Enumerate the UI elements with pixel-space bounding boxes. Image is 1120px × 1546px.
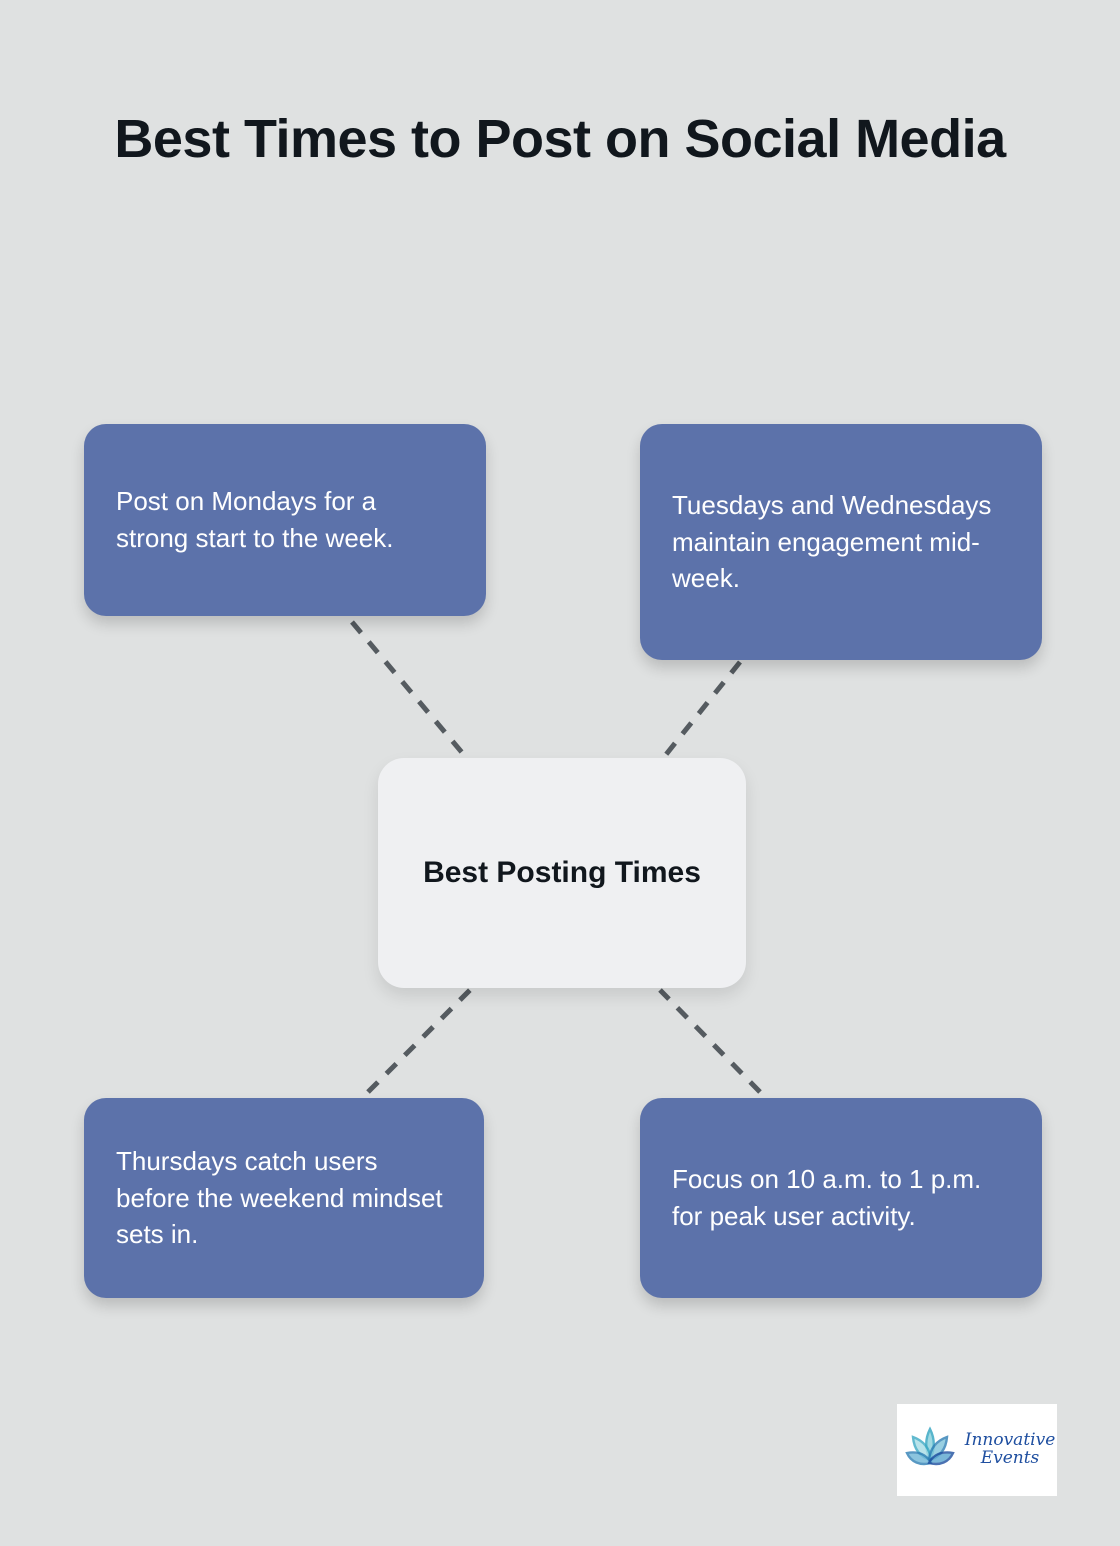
diagram-center-label: Best Posting Times bbox=[423, 856, 701, 890]
brand-logo-text bbox=[965, 1432, 1056, 1468]
brand-logo bbox=[897, 1404, 1057, 1496]
diagram-node-bottom-right bbox=[640, 1098, 1042, 1298]
diagram-node-label: Focus on 10 a.m. to 1 p.m. for peak user activity. bbox=[672, 1164, 982, 1231]
diagram-node-bottom-left bbox=[84, 1098, 484, 1298]
diagram-node-top-right bbox=[640, 424, 1042, 660]
brand-logo-line1: Innovative bbox=[964, 1430, 1056, 1451]
diagram-node-label: Tuesdays and Wednesdays maintain engagement mid-week. bbox=[672, 489, 992, 594]
diagram-node-label: Thursdays catch users before the weekend mindset sets in. bbox=[116, 1145, 443, 1250]
diagram-center-node bbox=[378, 758, 746, 988]
diagram-node-top-left bbox=[84, 424, 486, 616]
brand-logo-line2: Events bbox=[980, 1448, 1040, 1468]
page-title: Best Times to Post on Social Media bbox=[114, 109, 1006, 169]
lotus-flower-icon bbox=[899, 1419, 961, 1481]
diagram-node-label: Post on Mondays for a strong start to the week. bbox=[116, 486, 394, 553]
